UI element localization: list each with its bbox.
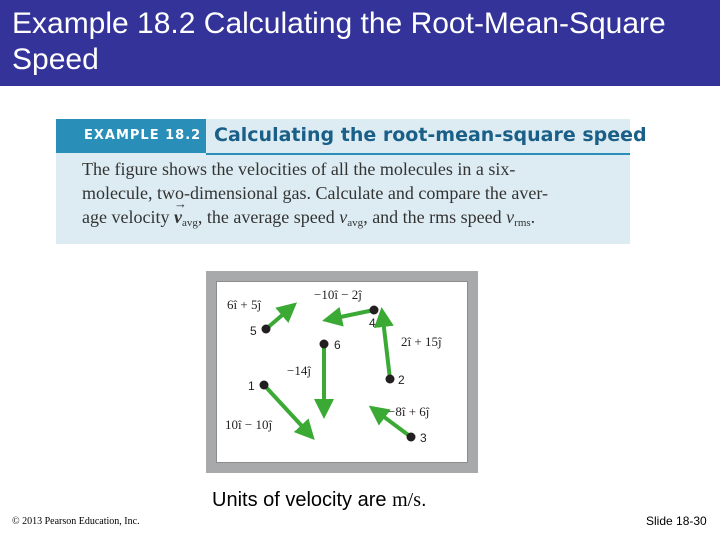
velocity-label-2: 2î + 15ĵ bbox=[401, 334, 442, 349]
molecule-number-4: 4 bbox=[369, 316, 376, 330]
rms-subscript: rms bbox=[514, 217, 531, 229]
molecule-dot-2 bbox=[386, 375, 395, 384]
example-rule bbox=[206, 153, 630, 155]
velocity-arrow-2 bbox=[382, 311, 390, 379]
molecule-number-2: 2 bbox=[398, 373, 405, 387]
molecule-dot-5 bbox=[262, 325, 271, 334]
example-line-3-end: . bbox=[530, 207, 536, 227]
example-line-1: The figure shows the velocities of all the molecules in a six- bbox=[82, 159, 516, 179]
example-line-3-a: age velocity bbox=[82, 207, 174, 227]
molecule-number-1: 1 bbox=[248, 379, 255, 393]
velocity-label-1: 10î − 10ĵ bbox=[225, 417, 273, 432]
velocity-label-4: −10î − 2ĵ bbox=[314, 287, 362, 302]
example-text bbox=[82, 157, 622, 235]
title-bar bbox=[0, 0, 720, 86]
average-velocity-symbol: → v bbox=[174, 205, 182, 229]
caption-end: . bbox=[420, 489, 427, 511]
caption-unit: m/s bbox=[392, 489, 421, 511]
avg-speed-subscript: avg bbox=[347, 217, 364, 229]
velocity-label-6: −14ĵ bbox=[287, 363, 311, 378]
molecule-number-3: 3 bbox=[420, 431, 427, 445]
slide-number: Slide 18-30 bbox=[646, 514, 707, 528]
velocity-arrow-4 bbox=[326, 310, 374, 320]
molecule-dot-1 bbox=[260, 381, 269, 390]
example-tag: EXAMPLE 18.2 bbox=[56, 119, 206, 153]
figure-panel bbox=[216, 281, 468, 463]
velocity-diagram bbox=[217, 282, 469, 464]
caption-text: Units of velocity are bbox=[212, 489, 393, 511]
example-box bbox=[56, 119, 647, 244]
avg-subscript: avg bbox=[181, 217, 198, 229]
rms-speed-symbol: v bbox=[506, 207, 515, 227]
example-line-3 bbox=[82, 205, 622, 235]
slide-title: Example 18.2 Calculating the Root-Mean-Square Speed bbox=[12, 7, 666, 76]
velocity-arrow-5 bbox=[266, 305, 294, 329]
molecule-number-6: 6 bbox=[334, 338, 341, 352]
molecule-figure bbox=[206, 271, 478, 473]
molecule-dot-3 bbox=[407, 433, 416, 442]
velocity-label-5: 6î + 5ĵ bbox=[227, 297, 262, 312]
molecule-dot-6 bbox=[320, 340, 329, 349]
molecule-number-5: 5 bbox=[250, 324, 257, 338]
example-line-2: molecule, two-dimensional gas. Calculate and compare the aver- bbox=[82, 183, 548, 203]
example-line-3-c: , and the rms speed bbox=[363, 207, 507, 227]
velocity-labels bbox=[225, 287, 442, 432]
velocity-label-3: −8î + 6ĵ bbox=[388, 404, 430, 419]
example-line-3-b: , the average speed bbox=[197, 207, 340, 227]
molecule-dot-4 bbox=[370, 306, 379, 315]
average-speed-symbol: v bbox=[339, 207, 348, 227]
copyright: © 2013 Pearson Education, Inc. bbox=[12, 516, 140, 527]
example-heading: Calculating the root-mean-square speed bbox=[214, 124, 647, 146]
caption bbox=[212, 489, 427, 512]
